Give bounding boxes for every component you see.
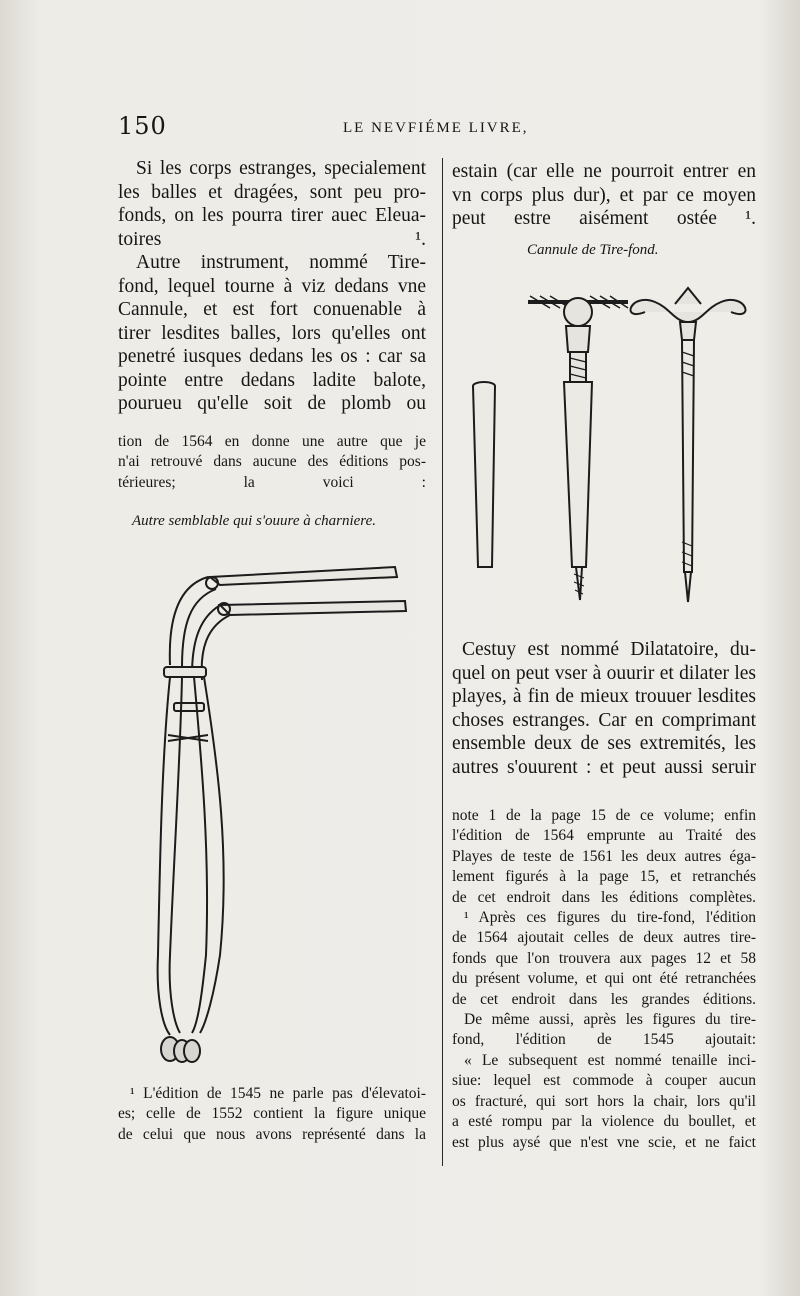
footnote-line: ¹ L'édition de 1545 ne parle pas d'élevatoi- <box>130 1085 426 1102</box>
note-line: note 1 de la page 15 de ce volume; enfin <box>452 807 756 824</box>
column-divider <box>442 158 443 1166</box>
right-para-line: peut estre aisément ostée ¹. <box>452 208 756 229</box>
note-line: térieures; la voici : <box>118 473 426 491</box>
note-line: siue: lequel est commode à couper aucun <box>452 1072 756 1090</box>
page-number: 150 <box>118 112 167 140</box>
right-para-line: vn corps plus dur), et par ce moyen <box>452 184 756 206</box>
dilat-line: autres s'ouurent : et peut aussi seruir <box>452 756 756 778</box>
note-line: du présent volume, et qui ont été retranchées <box>452 970 756 988</box>
note-line: fonds que l'on trouvera aux pages 12 et 58 <box>452 949 756 967</box>
dilat-line: quel on peut vser à ouurir et dilater les <box>452 662 756 684</box>
footnote-line: de celui que nous avons représenté dans la <box>118 1125 426 1143</box>
left-footnote <box>118 1084 426 1145</box>
note-line: ¹ Après ces figures du tire-fond, l'édition <box>464 909 756 927</box>
right-para-line: estain (car elle ne pourroit entrer en <box>452 161 756 182</box>
left-para2-line: fond, lequel tourne à viz dedans vne <box>118 275 426 297</box>
left-para1-line: Si les corps estranges, specialement <box>136 158 426 179</box>
note-line: « Le subsequent est nommé tenaille inci- <box>464 1051 756 1069</box>
note-line: a esté rompu par la violence du boullet, et <box>452 1113 756 1131</box>
tire-fond-cannula-illustration <box>460 282 750 612</box>
right-main-text <box>452 160 756 231</box>
note-line: de 1564 ajoutait celles de deux autres tire- <box>452 929 756 947</box>
note-line: de cet endroit dans les éditions complètes. <box>452 888 756 906</box>
note-line: fond, l'édition de 1545 ajoutait: <box>452 1031 756 1049</box>
left-main-text <box>118 157 426 416</box>
right-dilatatoire-text <box>452 638 756 779</box>
left-para2-line: pointe entre dedans ladite balote, <box>118 369 426 391</box>
left-para2-line: pourueu qu'elle soit de plomb ou <box>118 393 426 414</box>
note-line: l'édition de 1564 emprunte au Traité des <box>452 827 756 845</box>
left-para1-line: fonds, on les pourra tirer auec Eleua- <box>118 205 426 226</box>
note-line: est plus aysé que n'est vne scie, et ne faict <box>452 1133 756 1151</box>
dilat-line: playes, à fin de mieux trouuer lesdites <box>452 686 756 707</box>
dilat-line: choses estranges. Car en comprimant <box>452 709 756 731</box>
right-notes <box>452 806 756 1153</box>
dilatator-illustration <box>140 555 420 1070</box>
note-line: de cet endroit dans les grandes éditions. <box>452 990 756 1008</box>
left-para2-line: Cannule, et est fort conuenable à <box>118 299 426 320</box>
footnote-line: es; celle de 1552 contient la figure unique <box>118 1105 426 1123</box>
note-line: os fracturé, qui sort hors la chair, lors qu'il <box>452 1092 756 1110</box>
left-para2-line: Autre instrument, nommé Tire- <box>136 252 426 273</box>
note-line: tion de 1564 en donne une autre que je <box>118 433 426 450</box>
left-para2-line: penetré iusques dedans les os : car sa <box>118 346 426 367</box>
running-title: LE NEVFIÉME LIVRE, <box>343 120 529 136</box>
left-para1-line: toires ¹. <box>118 228 426 250</box>
dilat-line: Cestuy est nommé Dilatatoire, du- <box>462 639 756 660</box>
left-note-continuation <box>118 432 426 493</box>
right-figure-caption: Cannule de Tire-fond. <box>527 242 659 258</box>
note-line: De même aussi, après les figures du tire- <box>464 1011 756 1029</box>
note-line: lement figurés à la page 15, et retranchés <box>452 868 756 886</box>
left-figure-caption: Autre semblable qui s'ouure à charniere. <box>132 513 376 529</box>
note-line: n'ai retrouvé dans aucune des éditions pos- <box>118 453 426 471</box>
left-para1-line: les balles et dragées, sont peu pro- <box>118 181 426 203</box>
note-line: Playes de teste de 1561 les deux autres éga- <box>452 847 756 865</box>
dilat-line: ensemble deux de ses extremités, les <box>452 733 756 754</box>
left-para2-line: tirer lesdites balles, lors qu'elles ont <box>118 322 426 344</box>
